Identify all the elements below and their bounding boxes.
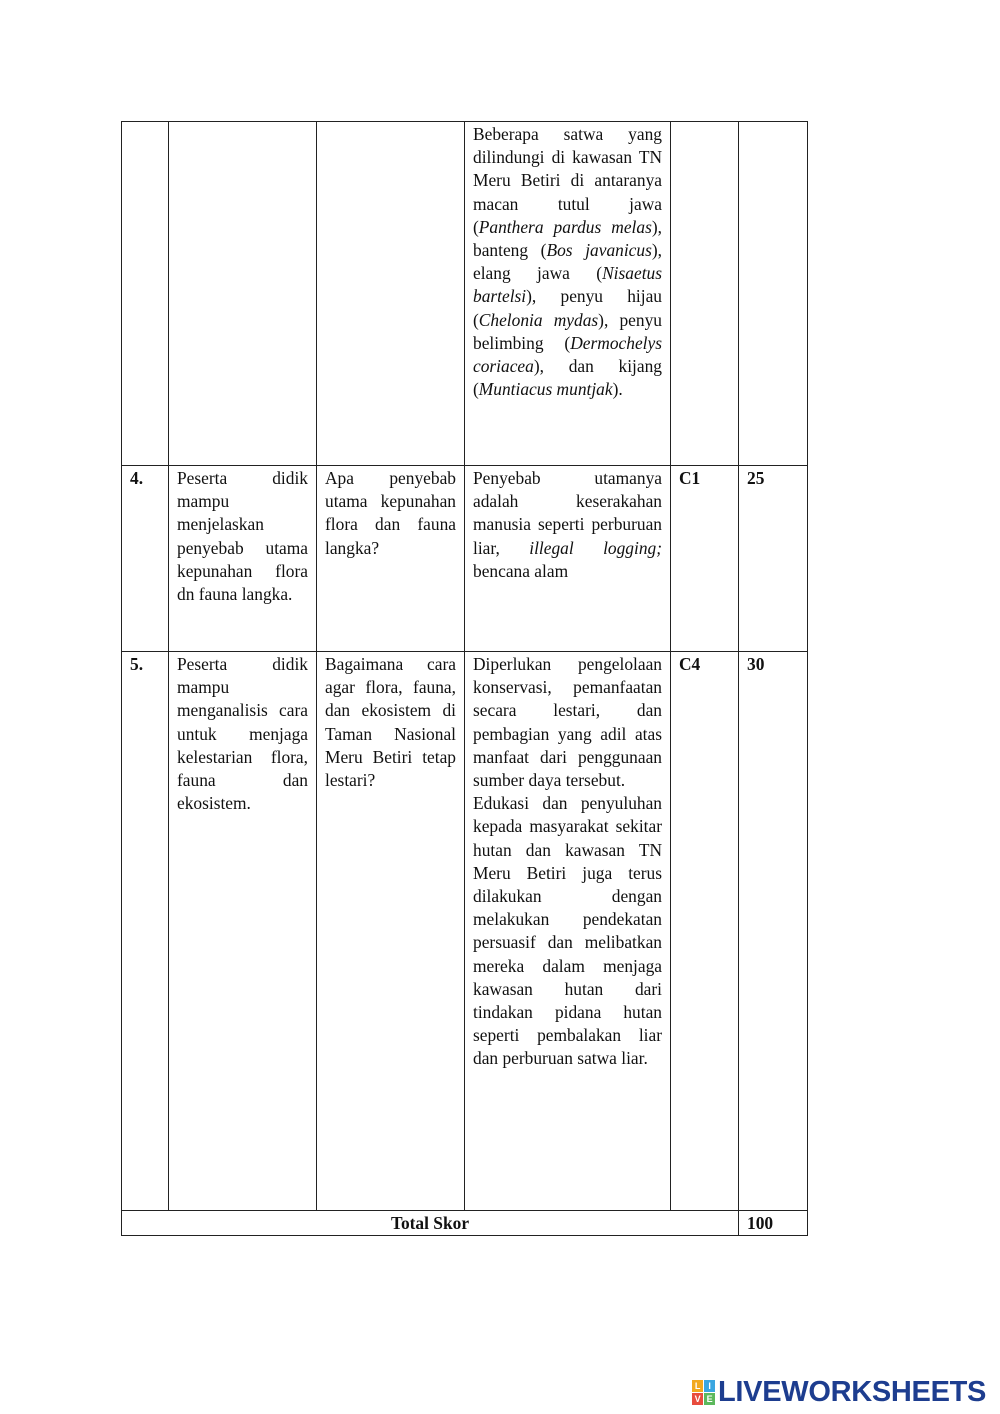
- table-row: [122, 122, 808, 466]
- skor-cell: [739, 122, 808, 466]
- table-row: [122, 466, 808, 652]
- jawaban-text: Penyebab utamanya adalah keserakahan manusia seperti perburuan liar, illegal logging; bencana alam: [473, 468, 662, 581]
- row-number: 4.: [122, 466, 169, 652]
- level-cell: C1: [671, 466, 739, 652]
- skor-cell: 30: [739, 652, 808, 1211]
- jawaban-cell: [465, 652, 671, 1211]
- liveworksheets-logo-icon: [692, 1380, 715, 1405]
- soal-cell: Apa penyebab utama kepunahan flora dan fauna langka?: [317, 466, 465, 652]
- total-value: 100: [739, 1211, 808, 1236]
- liveworksheets-logo: [692, 1376, 986, 1409]
- indikator-cell: Peserta didik mampu menganalisis cara untuk menjaga kelestarian flora, fauna dan ekosistem.: [169, 652, 317, 1211]
- jawaban-cell: [465, 122, 671, 466]
- logo-mark-letter: E: [704, 1393, 715, 1405]
- jawaban-cell: [465, 466, 671, 652]
- total-row: [122, 1211, 808, 1236]
- assessment-rubric-table: [121, 121, 808, 1236]
- soal-cell: Bagaimana cara agar flora, fauna, dan ekosistem di Taman Nasional Meru Betiri tetap lestari?: [317, 652, 465, 1211]
- level-cell: [671, 122, 739, 466]
- logo-mark-letter: I: [704, 1380, 715, 1392]
- indikator-cell: [169, 122, 317, 466]
- soal-cell: [317, 122, 465, 466]
- level-cell: C4: [671, 652, 739, 1211]
- jawaban-text: Beberapa satwa yang dilindungi di kawasan TN Meru Betiri di antaranya macan tutul jawa (Panthera pardus melas), banteng (Bos javanicus), elang jawa (Nisaetus bartelsi), penyu hijau (Chelonia mydas), penyu belimbing (Dermochelys coriacea), dan kijang (Muntiacus muntjak).: [473, 124, 662, 400]
- logo-mark-letter: V: [692, 1393, 703, 1405]
- row-number: 5.: [122, 652, 169, 1211]
- total-label: Total Skor: [122, 1211, 739, 1236]
- table-row: [122, 652, 808, 1211]
- skor-cell: 25: [739, 466, 808, 652]
- indikator-cell: Peserta didik mampu menjelaskan penyebab utama kepunahan flora dn fauna langka.: [169, 466, 317, 652]
- logo-mark-letter: L: [692, 1380, 703, 1392]
- logo-text: LIVEWORKSHEETS: [718, 1376, 987, 1408]
- jawaban-paragraph: Edukasi dan penyuluhan kepada masyarakat sekitar hutan dan kawasan TN Meru Betiri juga terus dilakukan dengan melakukan pendekatan persuasif dan melibatkan mereka dalam menjaga kawasan hutan dari tindakan pidana hutan seperti pembalakan liar dan perburuan satwa liar.: [473, 793, 662, 1069]
- jawaban-paragraph: Diperlukan pengelolaan konservasi, pemanfaatan secara lestari, dan pembagian yang adil atas manfaat dari penggunaan sumber daya tersebut.: [473, 654, 662, 791]
- no-cell: [122, 122, 169, 466]
